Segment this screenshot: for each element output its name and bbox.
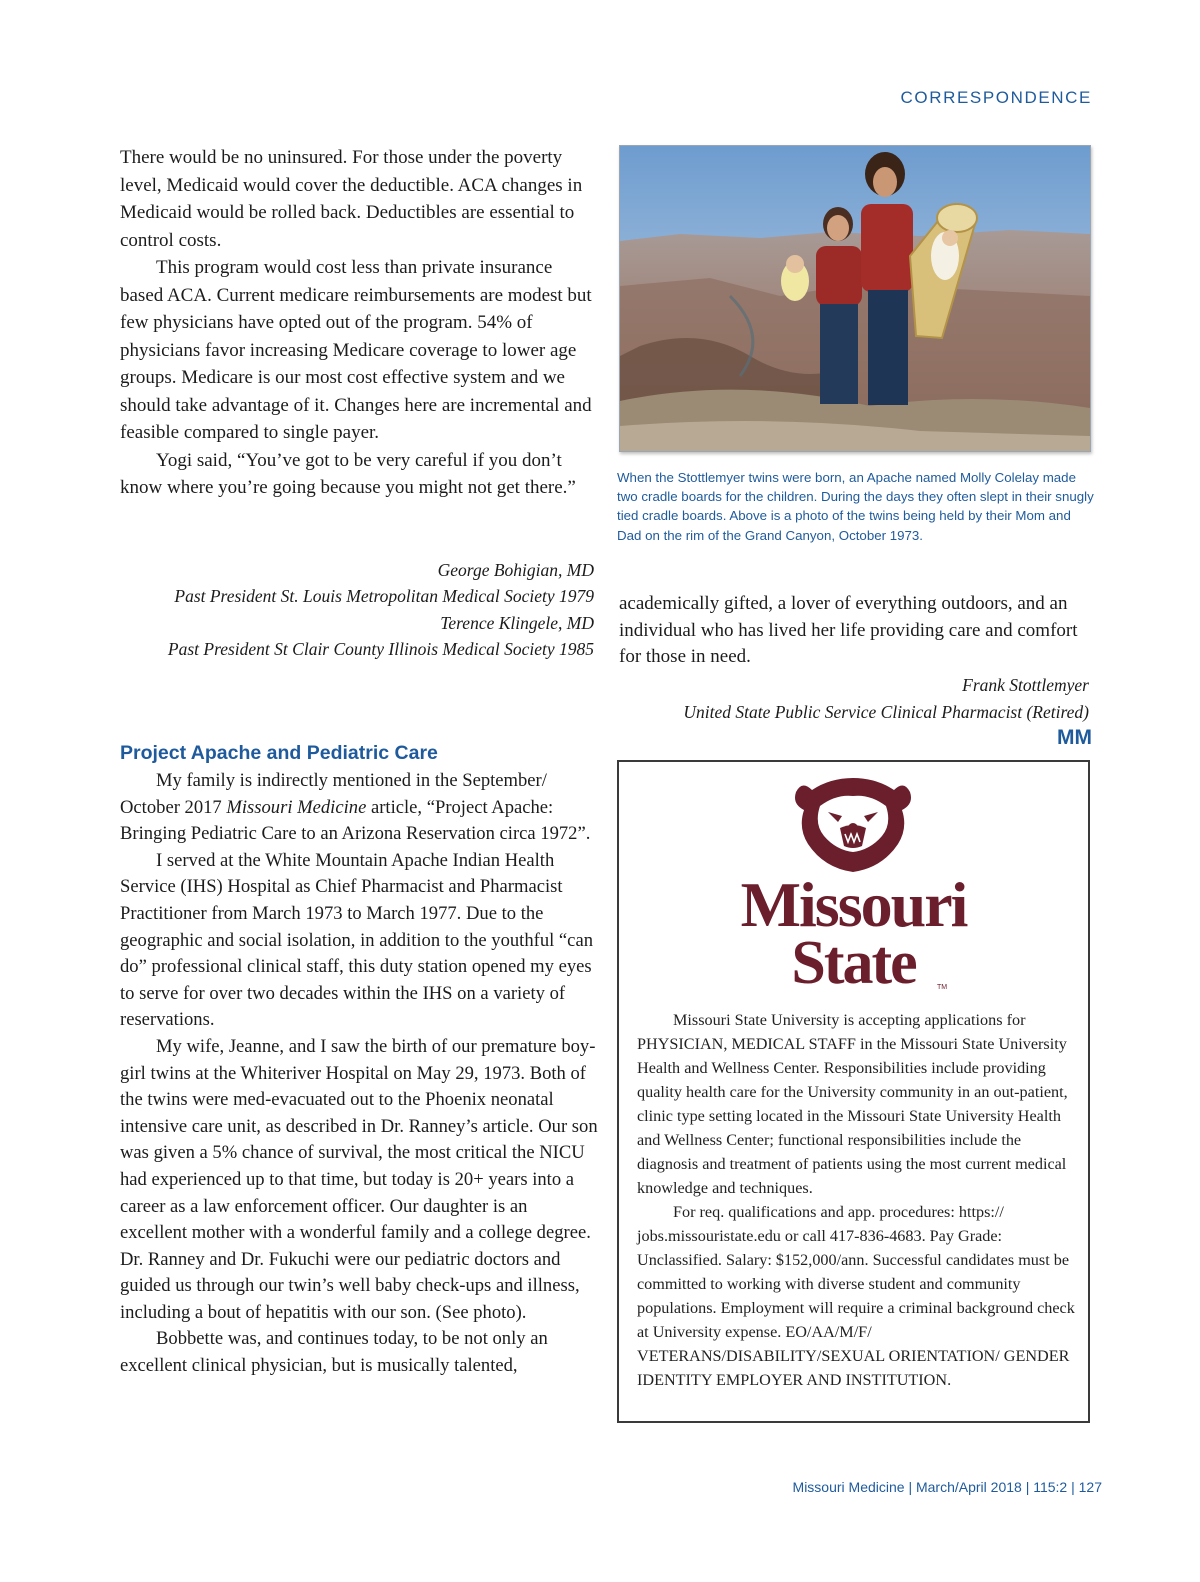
ad-text — [637, 1008, 1077, 1392]
letter-two-paragraph: I served at the White Mountain Apache Indian Health Service (IHS) Hospital as Chief Pharmacist and Pharmacist Practitioner from March 1973 to March 1977. Due to the geographic and social isolation, in addition to the youthful “can do” professional clinical staff, this duty station opened my eyes to serve for over two decades within the IHS on a variety of reservations. — [120, 849, 593, 1031]
letter-one-signatures — [120, 557, 594, 662]
signature-line: Terence Klingele, MD — [440, 612, 594, 633]
photo-caption: When the Stottlemyer twins were born, an Apache named Molly Colelay made two cradle boards for the children. During the days they often slept in their snugly tied cradle boards. Above is a photo of the twins being held by their Mom and Dad on the rim of the Grand Canyon, October 1973. — [617, 470, 1094, 543]
letter-two-continuation — [619, 591, 1091, 671]
logo-wordmark-line1: Missouri — [740, 869, 967, 940]
letter-two-paragraph: academically gifted, a lover of everything outdoors, and an individual who has lived her life providing care and comfort for those in need. — [619, 593, 1078, 667]
letter-two-signatures — [619, 672, 1089, 725]
letter-two-body — [120, 768, 598, 1380]
article-heading: Project Apache and Pediatric Care — [120, 742, 438, 764]
ad-paragraph: Missouri State University is accepting applications for PHYSICIAN, MEDICAL STAFF in the Missouri State University Health and Wellness Center. Responsibilities include providing quality health care for the University community in an out-patient, clinic type setting located in the Missouri State University Health and Wellness Center; functional responsibilities include the diagnosis and treatment of patients using the most current medical knowledge and techniques. — [637, 1011, 1068, 1197]
paragraph-text: article, “Project Apache: Bringing Pediatric Care to an Arizona Reservation circa 1972”. — [120, 796, 591, 845]
journal-title: Missouri Medicine — [226, 796, 367, 818]
bear-logo-icon — [790, 776, 916, 874]
signature-line: George Bohigian, MD — [437, 560, 594, 580]
letter-one-body — [120, 144, 598, 502]
job-advertisement — [617, 760, 1090, 1423]
photo-illustration — [620, 146, 1090, 451]
paragraph-text: My family is indirectly mentioned in the September/ October 2017 — [120, 770, 547, 818]
signature-line: Frank Stottlemyer — [962, 675, 1089, 695]
page-footer: Missouri Medicine | March/April 2018 | 115:2 | 127 — [792, 1479, 1102, 1495]
letter-two-paragraph: Bobbette was, and continues today, to be not only an excellent clinical physician, but is musically talented, — [120, 1328, 548, 1377]
trademark-symbol: TM — [937, 984, 948, 991]
section-label: CORRESPONDENCE — [900, 88, 1092, 107]
letter-two-paragraph — [120, 768, 598, 848]
ad-paragraph: For req. qualifications and app. procedures: https:// jobs.missouristate.edu or call 417-836-4683. Pay Grade: Unclassified. Salary: $152,000/ann. Successful candidates must be committed to working with diverse student and community populations. Employment will require a criminal background check at University expense. EO/AA/M/F/ VETERANS/DISABILITY/SEXUAL ORIENTATION/ GENDER IDENTITY EMPLOYER AND INSTITUTION. — [637, 1203, 1075, 1389]
letter-one-paragraph: There would be no uninsured. For those under the poverty level, Medicaid would cover the deductible. ACA changes in Medicaid would be rolled back. Deductibles are essential to control costs. — [120, 147, 583, 251]
letter-one-paragraph: This program would cost less than private insurance based ACA. Current medicare reimbursements are modest but few physicians have opted out of the program. 54% of physicians favor increasing Medicare coverage to lower age groups. Medicare is our most cost effective system and we should take advantage of it. Changes here are incremental and feasible compared to single payer. — [120, 257, 592, 443]
letter-two-paragraph: My wife, Jeanne, and I saw the birth of our premature boy-girl twins at the Whiteriver Hospital on May 29, 1973. Both of the twins were med-evacuated out to the Phoenix neonatal intensive care unit, as described in Dr. Ranney’s article. Our son was given a 5% chance of survival, the most critical the NICU had experienced up to that time, but today is 20+ years into a career as a law enforcement officer. Our daughter is an excellent mother with a wonderful family and a college degree. Dr. Ranney and Dr. Fukuchi were our pediatric doctors and guided us through our twin’s well baby check-ups and illness, including a bout of hepatitis with our son. (See photo). — [120, 1035, 598, 1323]
end-mark: MM — [1057, 726, 1092, 749]
letter-one-paragraph: Yogi said, “You’ve got to be very careful if you don’t know where you’re going because you might not get there.” — [120, 449, 576, 498]
family-photo — [619, 145, 1091, 452]
signature-line: Past President St. Louis Metropolitan Medical Society 1979 — [174, 586, 594, 607]
signature-line: United State Public Service Clinical Pharmacist (Retired) — [683, 701, 1089, 722]
logo-wordmark-line2: State — [791, 929, 916, 997]
signature-line: Past President St Clair County Illinois Medical Society 1985 — [167, 638, 594, 659]
